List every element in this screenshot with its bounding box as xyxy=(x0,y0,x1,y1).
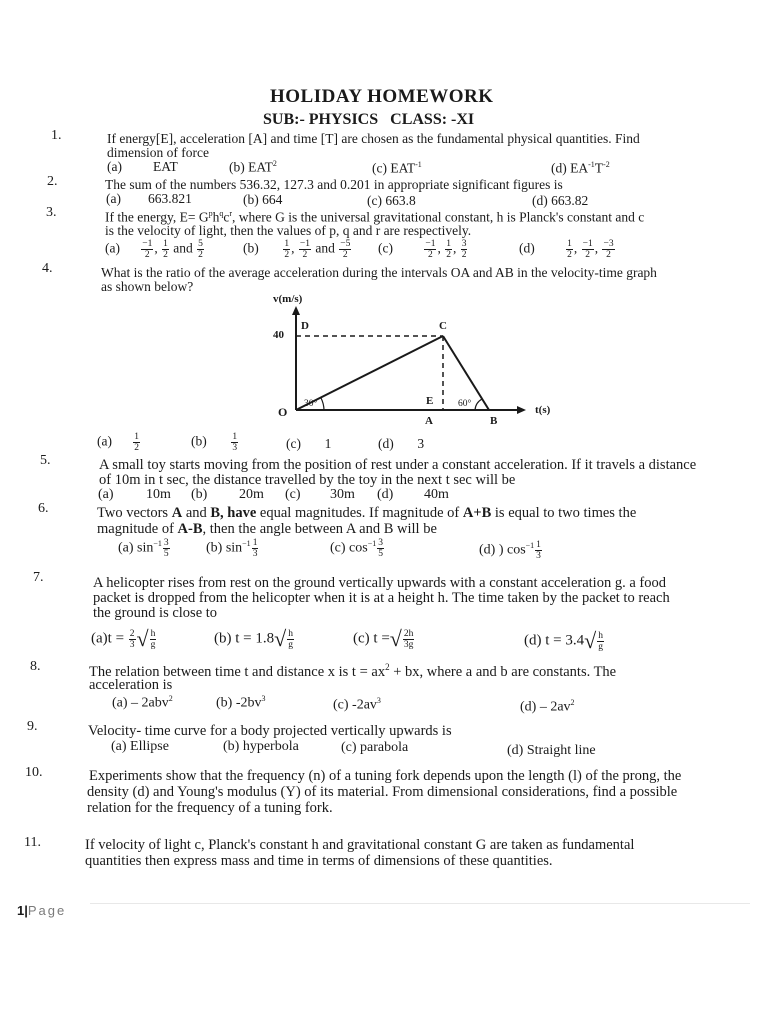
option-b: (b) $-2bv^3$ xyxy=(216,694,266,711)
angle-label-30: 30° xyxy=(304,399,318,409)
question-text: Two vectors A and B, have equal magnitudes. If magnitude of A+B is equal to two times the xyxy=(97,505,637,521)
question-text: If velocity of light c, Planck's constant h and gravitational constant G are taken as fundamental xyxy=(85,837,635,853)
angle-arc-30 xyxy=(321,398,324,410)
page-subtitle: SUB:- PHYSICS CLASS: -XI xyxy=(263,111,475,128)
option-label: (a) xyxy=(106,191,121,206)
point-label-e: E xyxy=(426,395,434,407)
question-number: 1. xyxy=(51,128,62,143)
x-axis-arrow-icon xyxy=(517,406,526,414)
question-text: If energy[E], acceleration [A] and time [T] are chosen as the fundamental physical quantities. Find xyxy=(107,131,640,146)
question-text: of 10m in t sec, the distance travelled by the toy in the next t sec will be xyxy=(99,472,516,488)
velocity-time-graph xyxy=(268,290,558,430)
option-a: (a) $\frac{1}{2}$ xyxy=(97,432,139,453)
question-text: Experiments show that the frequency (n) of a tuning fork depends upon the length (l) of the prong, the xyxy=(89,768,682,784)
angle-arc-60 xyxy=(475,399,482,410)
question-text: What is the ratio of the average acceleration during the intervals OA and AB in the velocity-time graph xyxy=(101,265,657,280)
question-text: packet is dropped from the helicopter when it is at a height h. The time taken by the packet to reach xyxy=(93,590,670,606)
option-b: (b) EAT$^2$ xyxy=(229,159,277,175)
page-title: HOLIDAY HOMEWORK xyxy=(270,86,494,107)
question-number: 6. xyxy=(38,501,49,516)
option-d: (d) $\frac{1}{2}$ , $\frac{-1}{2}$ , $\frac{-3}{2}$ xyxy=(519,239,614,260)
question-text: quantities then express mass and time in terms of dimensions of these quantities. xyxy=(85,853,553,869)
question-text: The relation between time t and distance x is $t = ax^2$ + bx, where a and b are constants. The xyxy=(89,662,617,680)
question-number: 2. xyxy=(47,174,58,189)
y-axis-arrow-icon xyxy=(292,306,300,315)
page-word: Page xyxy=(27,903,67,918)
question-number: 8. xyxy=(30,659,41,674)
point-label-c: C xyxy=(439,320,447,332)
option-c: (c) t =√ $\frac{2h}{3g}$ xyxy=(353,626,414,651)
y-axis-label: v(m/s) xyxy=(273,293,303,305)
option-b: (b) 664 xyxy=(243,192,283,207)
option-b: (b) hyperbola xyxy=(223,739,299,754)
question-text: Velocity- time curve for a body projected vertically upwards is xyxy=(88,723,452,739)
option-c: (c) $\frac{-1}{2}$ , $\frac{1}{2}$ , $\frac{3}{2}$ xyxy=(378,239,467,260)
x-axis-label: t(s) xyxy=(535,404,551,416)
point-label-a: A xyxy=(425,415,433,427)
question-text: the ground is close to xyxy=(93,605,218,621)
question-text: dimension of force xyxy=(107,145,209,160)
option-d: (d) t = 3.4√ $\frac{h}{g}$ xyxy=(524,628,603,653)
question-number: 10. xyxy=(25,765,43,780)
angle-label-60: 60° xyxy=(458,399,472,409)
option-a: (a) $\frac{-1}{2}$ , $\frac{1}{2}$ and $\frac{5}{2}$ xyxy=(105,239,203,260)
option-c: (c) parabola xyxy=(341,740,409,755)
option-a: (a) $\sin^{-1}$ $\frac{3}{5}$ xyxy=(118,538,169,559)
option-label: (a) xyxy=(107,159,122,174)
question-number: 11. xyxy=(24,835,41,850)
question-number: 3. xyxy=(46,205,57,220)
option-a: EAT xyxy=(153,159,178,174)
option-b: (b) $\frac{1}{3}$ xyxy=(191,432,238,453)
footer-separator: | xyxy=(24,903,28,918)
option-b: (b) t = 1.8√ $\frac{h}{g}$ xyxy=(214,626,293,651)
option-a: 663.821 xyxy=(148,191,192,206)
option-a: (a) Ellipse xyxy=(111,739,169,754)
question-number: 4. xyxy=(42,261,53,276)
option-a: 10m xyxy=(146,487,171,502)
question-text: is the velocity of light, then the values of p, q and r are respectively. xyxy=(105,223,472,238)
option-d: (d) 663.82 xyxy=(532,193,589,208)
option-c: (c) $\cos^{-1}$ $\frac{3}{5}$ xyxy=(330,538,383,559)
question-number: 5. xyxy=(40,453,51,468)
question-text: A small toy starts moving from the position of rest under a constant acceleration. If it travels a distance xyxy=(99,457,697,473)
option-d: (d) ) $\cos^{-1}$ $\frac{1}{3}$ xyxy=(479,540,541,561)
question-text: If the energy, $E= G^ph^qc^r$, where G is the universal gravitational constant, h is Planck's constant and c xyxy=(105,209,645,225)
question-text: A helicopter rises from rest on the ground vertically upwards with a constant acceleration g. a food xyxy=(93,575,666,591)
option-d: $(d) - 2av^2$ xyxy=(520,698,575,715)
option-d: (d) Straight line xyxy=(507,743,596,758)
option-c: (c) 663.8 xyxy=(367,193,416,208)
origin-label: O xyxy=(278,405,288,419)
option-label: (b) xyxy=(191,487,208,502)
point-label-d: D xyxy=(301,320,309,332)
question-number: 9. xyxy=(27,719,38,734)
line-oc xyxy=(296,336,443,410)
option-c: (c) 1 xyxy=(286,436,332,451)
option-label: (a) xyxy=(98,487,114,502)
option-b: (b) $\sin^{-1}$ $\frac{1}{3}$ xyxy=(206,538,258,559)
question-text: magnitude of A-B, then the angle between A and B will be xyxy=(97,521,437,537)
y-tick-label: 40 xyxy=(273,329,284,341)
option-b: (b) $\frac{1}{2}$ , $\frac{-1}{2}$ and $\frac{-5}{2}$ xyxy=(243,239,351,260)
option-c: (c) $EAT^{-1}$ xyxy=(372,160,422,176)
question-text: as shown below? xyxy=(101,279,194,294)
point-label-b: B xyxy=(490,415,498,427)
option-c: (c) $-2av^3$ xyxy=(333,696,381,713)
option-a: (a)t = $\frac{2}{3}$ √ $\frac{h}{g}$ xyxy=(91,626,156,651)
footer-rule xyxy=(90,903,750,904)
option-label: (c) xyxy=(285,487,301,502)
question-text: The sum of the numbers 536.32, 127.3 and 0.201 in appropriate significant figures is xyxy=(105,177,563,192)
option-a: (a) – 2abv$^2$ xyxy=(112,694,173,711)
question-text: density (d) and Young's modulus (Y) of its material. From dimensional considerations, find a possible xyxy=(87,784,678,800)
question-text: acceleration is xyxy=(89,677,173,693)
option-b: 20m xyxy=(239,487,264,502)
question-number: 7. xyxy=(33,570,44,585)
option-d: 40m xyxy=(424,487,449,502)
option-d: (d) $EA^{-1}T^{-2}$ xyxy=(551,160,610,176)
question-text: relation for the frequency of a tuning fork. xyxy=(87,800,333,816)
option-label: (d) xyxy=(377,487,394,502)
page-number: 1 xyxy=(17,903,25,918)
option-d: (d) 3 xyxy=(378,436,425,451)
option-c: 30m xyxy=(330,487,355,502)
page-footer xyxy=(17,902,66,920)
